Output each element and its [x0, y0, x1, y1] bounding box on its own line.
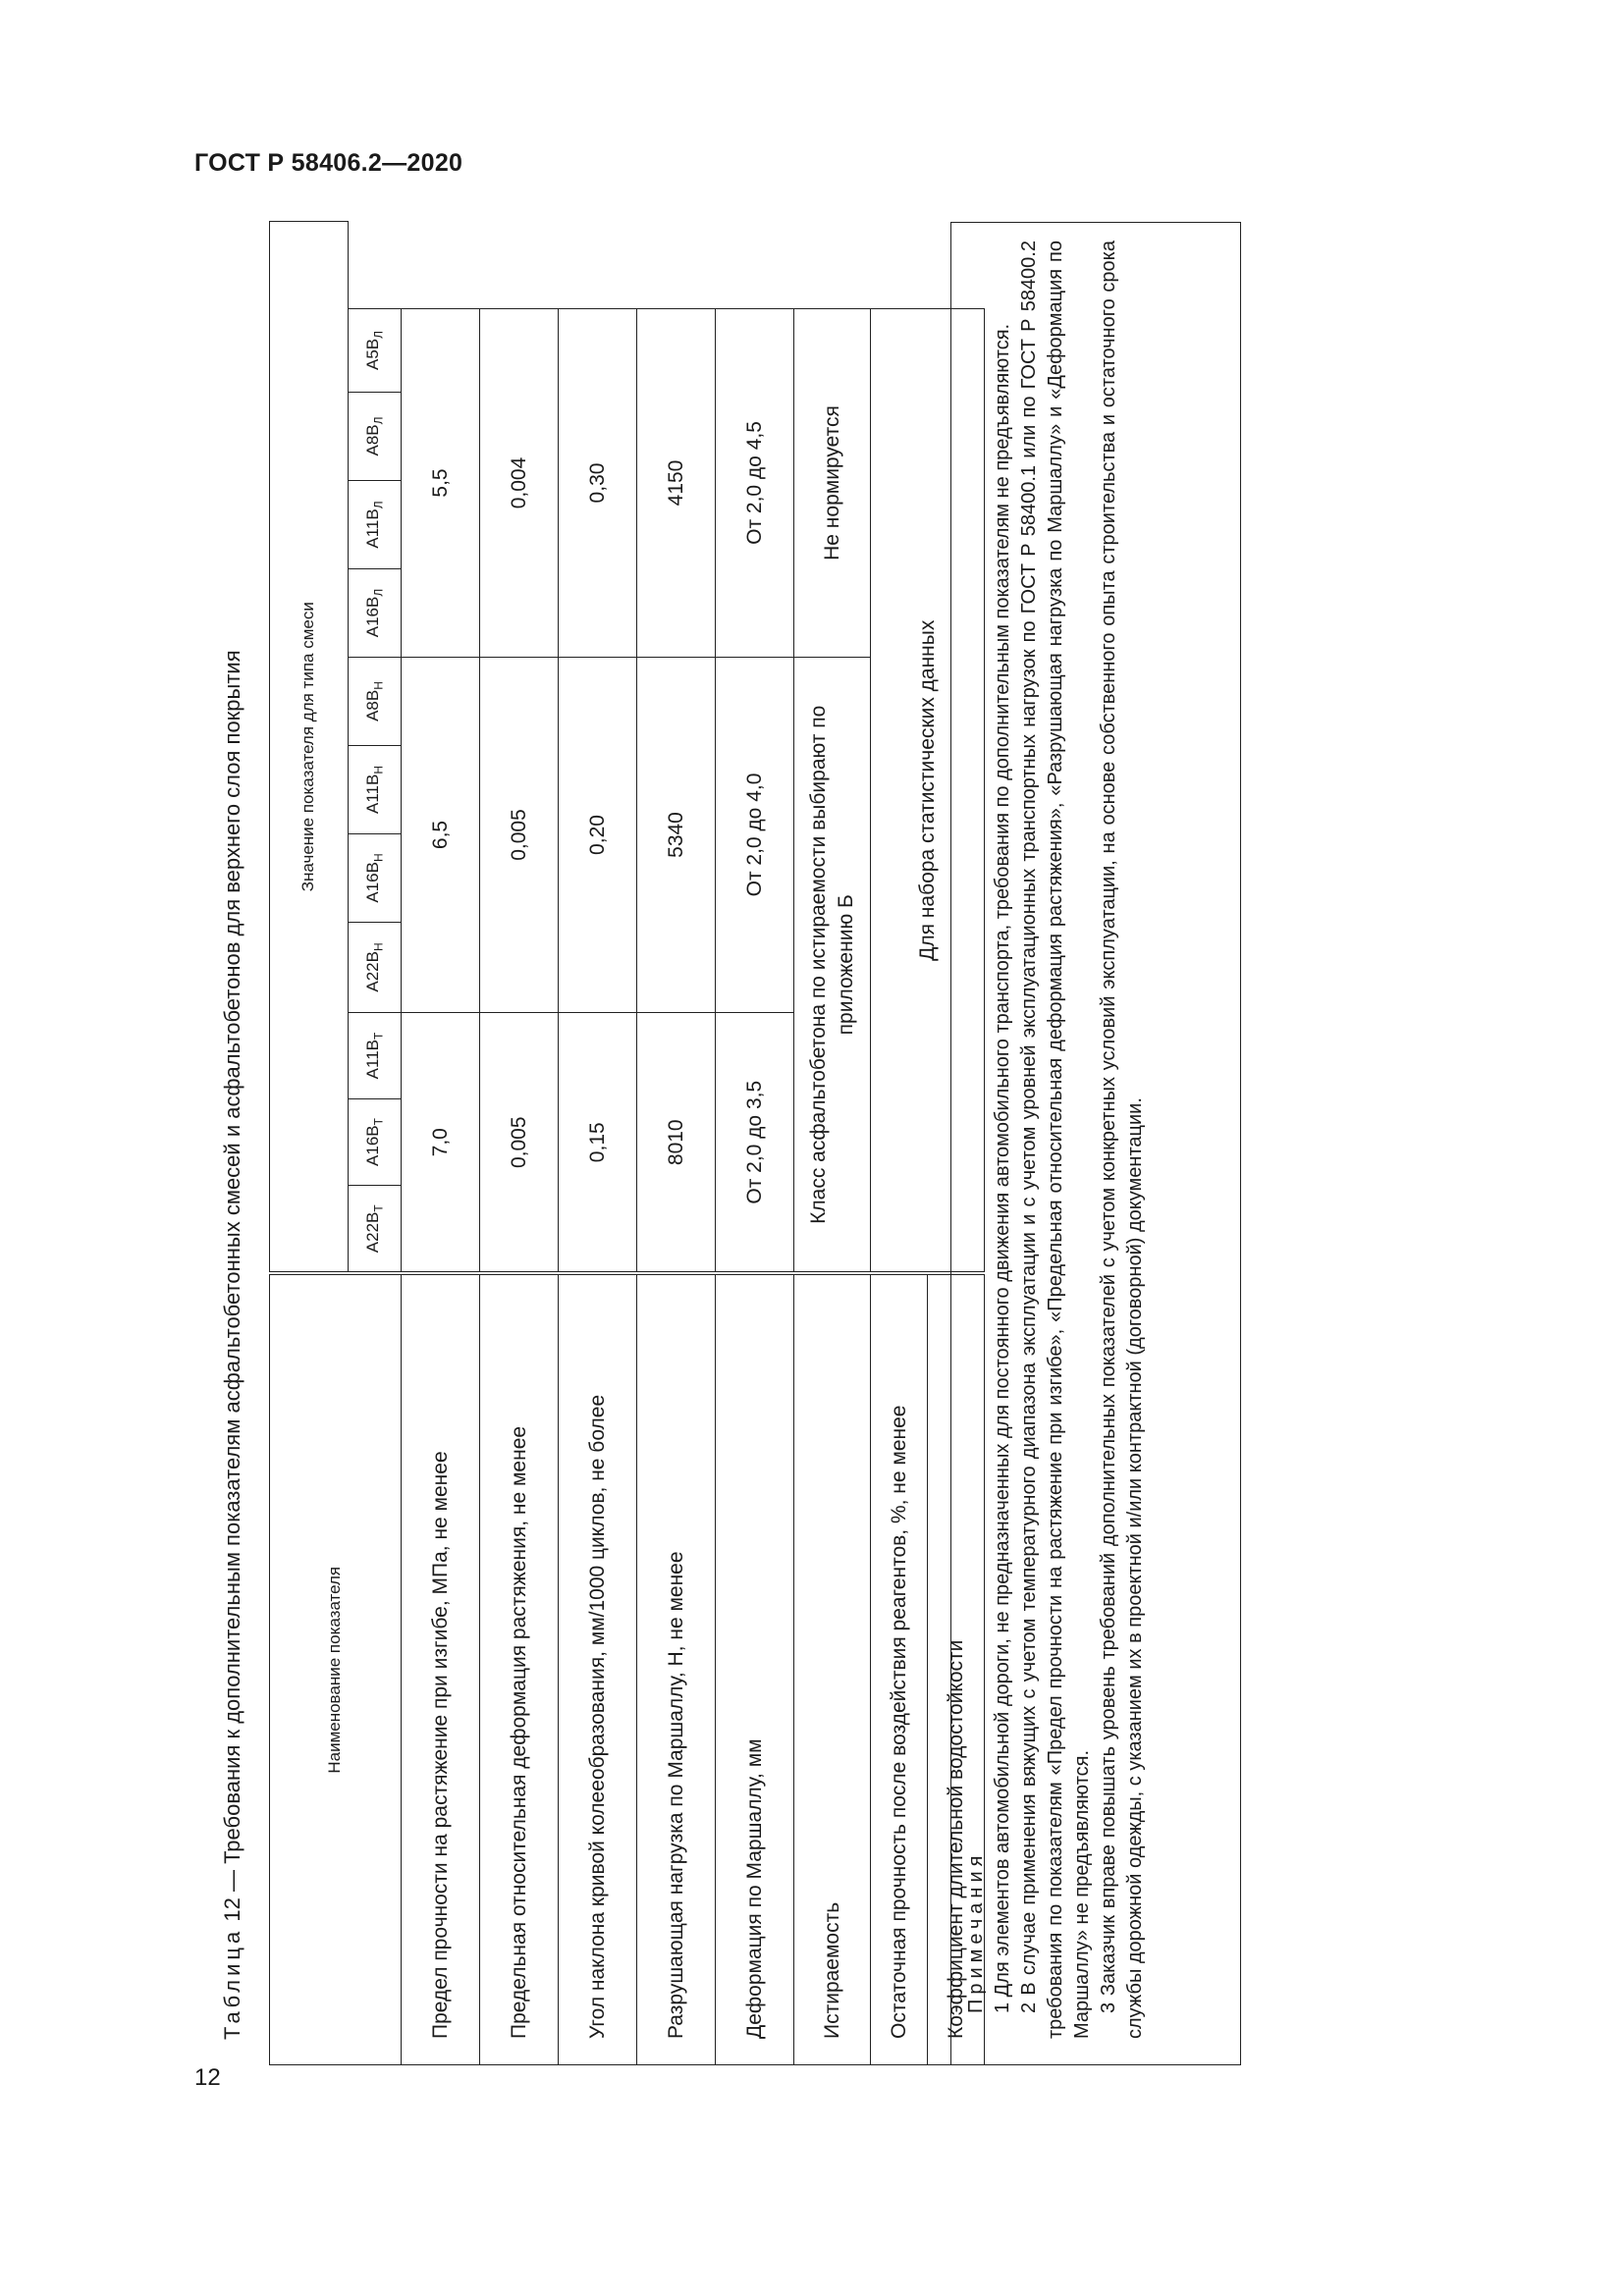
row-name: Остаточная прочность после воздействия реагентов, %, не менее: [871, 1274, 928, 2065]
value-t: От 2,0 до 3,5: [716, 1013, 794, 1274]
row-name: Истираемость: [794, 1274, 871, 2065]
col-a16n: $A16В_Н$: [349, 834, 402, 923]
table-row: [559, 221, 637, 2064]
caption-prefix: Таблица: [220, 1927, 244, 2040]
value-l: 0,004: [480, 309, 559, 658]
caption-text: 12 — Требования к дополнительным показателям асфальтобетонных смесей и асфальтобетонов для верхнего слоя покрытия: [220, 650, 244, 1928]
requirements-table: [269, 221, 985, 2065]
value-n: От 2,0 до 4,0: [716, 658, 794, 1013]
value-l: 4150: [637, 309, 716, 658]
table-caption: [220, 650, 245, 2040]
value-tn: Класс асфальтобетона по истираемости выбирают по приложению Б: [794, 658, 871, 1274]
row-name: Коэффициент длительной водостойкости: [928, 1274, 985, 2065]
table-row: [794, 221, 871, 2064]
table-row: [480, 221, 559, 2064]
row-name: Угол наклона кривой колееобразования, мм/1000 циклов, не более: [559, 1274, 637, 2065]
col-a5l: $A5В_Л$: [349, 309, 402, 393]
col-a11t: $A11В_Т$: [349, 1013, 402, 1099]
standard-header: ГОСТ Р 58406.2—2020: [194, 149, 463, 177]
table-row: [716, 221, 794, 2064]
col-a16t: $A16В_Т$: [349, 1099, 402, 1186]
col-a8l: $A8В_Л$: [349, 393, 402, 481]
value-n: 0,005: [480, 658, 559, 1013]
value-l: От 2,0 до 4,5: [716, 309, 794, 658]
header-name: Наименование показателя: [270, 1274, 402, 2065]
col-a11l: $A11В_Л$: [349, 481, 402, 569]
value-t: 0,005: [480, 1013, 559, 1274]
value-t: 8010: [637, 1013, 716, 1274]
note-2: 2 В случае применения вяжущих с учетом температурного диапазона эксплуатации и с учетом уровней эксплуатационных транспортных нагрузок по ГОСТ Р 58400.1 или по ГОСТ Р 58400.2 требования по показателям «Предел прочности на растяжение при изгибе», «Предельная относительная деформация растяжения», «Разрушающая нагрузка по Маршаллу» и «Деформация по Маршаллу» не предъявляются.: [1018, 240, 1093, 2039]
row-name: Предельная относительная деформация растяжения, не менее: [480, 1274, 559, 2065]
header-value: Значение показателя для типа смеси: [270, 221, 349, 1273]
value-n: 5340: [637, 658, 716, 1013]
note-3: 3 Заказчик вправе повышать уровень требований дополнительных показателей с учетом конкретных условий эксплуатации, на основе собственного опыта строительства и остаточного срока службы дорожной одежды, с указанием их в проектной и/или контрактной (договорной) документации.: [1098, 240, 1146, 2039]
col-a22n: $A22В_Н$: [349, 923, 402, 1013]
col-a8n: $A8В_Н$: [349, 658, 402, 746]
notes-heading: Примечания: [965, 1850, 987, 2013]
value-l: 0,30: [559, 309, 637, 658]
notes-block: [950, 222, 1241, 2065]
rotated-table-block: [218, 220, 1377, 2065]
col-a16l: $A16В_Л$: [349, 569, 402, 658]
table-row: [637, 221, 716, 2064]
value-n: 6,5: [402, 658, 480, 1013]
note-1: 1 Для элементов автомобильной дороги, не предназначенных для постоянного движения автомобильного транспорта, требования по дополнительным показателям не предъявляются.: [992, 323, 1013, 2013]
col-a11n: $A11В_Н$: [349, 746, 402, 834]
table-row: [402, 221, 480, 2064]
col-a22t: $A22В_Т$: [349, 1186, 402, 1274]
value-l: Не нормируется: [794, 309, 871, 658]
value-t: 7,0: [402, 1013, 480, 1274]
value-t: 0,15: [559, 1013, 637, 1274]
value-n: 0,20: [559, 658, 637, 1013]
value-l: 5,5: [402, 309, 480, 658]
value-stat: Для набора статистических данных: [871, 309, 985, 1274]
row-name: Предел прочности на растяжение при изгибе, МПа, не менее: [402, 1274, 480, 2065]
table-row: [871, 221, 928, 2064]
page-number: 12: [194, 2064, 221, 2091]
row-name: Деформация по Маршаллу, мм: [716, 1274, 794, 2065]
row-name: Разрушающая нагрузка по Маршаллу, Н, не менее: [637, 1274, 716, 2065]
